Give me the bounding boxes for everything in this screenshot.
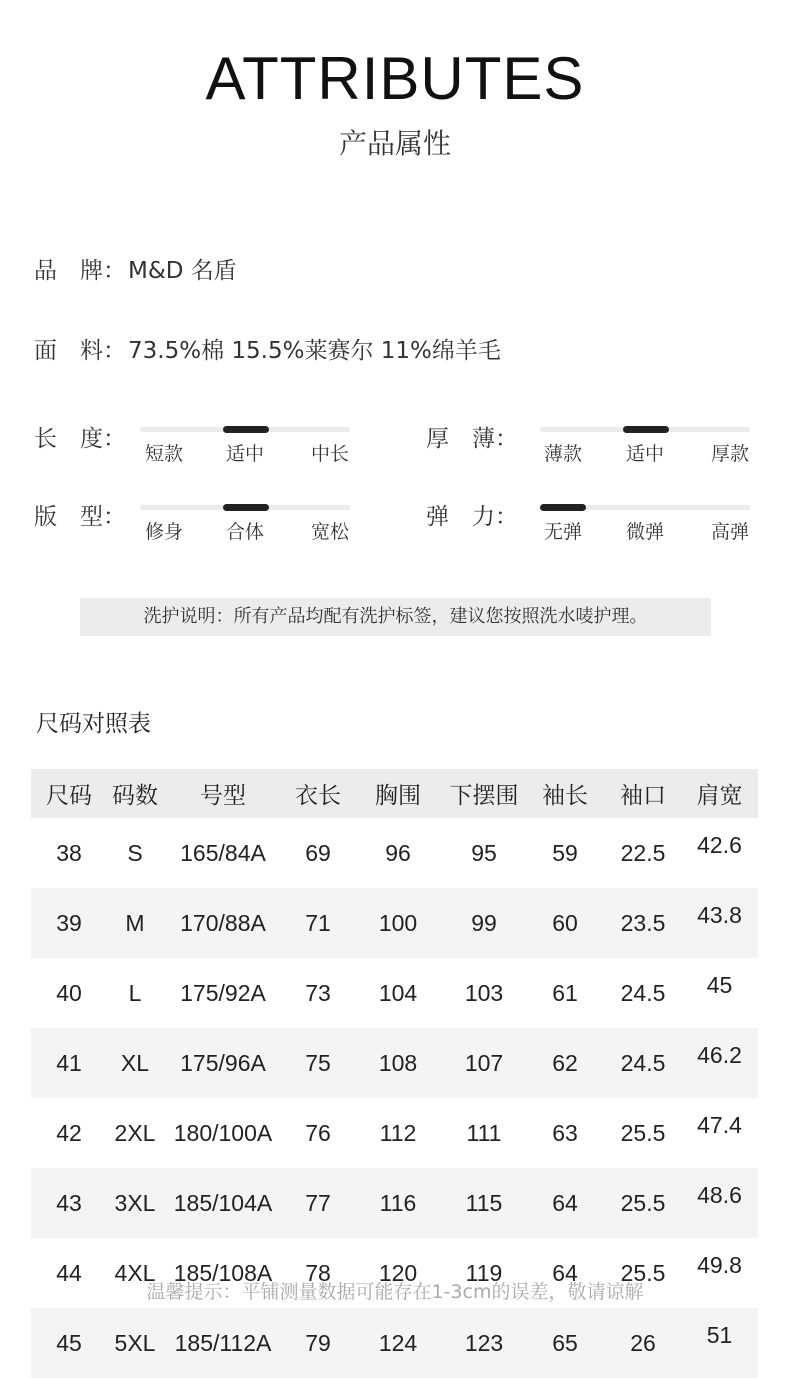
scale-elasticity-indicator — [540, 504, 586, 511]
table-cell: 40 — [56, 979, 82, 1006]
table-cell: 165/84A — [180, 839, 266, 866]
table-cell: 25.5 — [605, 1168, 681, 1238]
page-subtitle: 产品属性 — [338, 127, 451, 160]
scale-thickness-option: 薄款 — [543, 443, 583, 465]
table-cell: 75 — [283, 1028, 353, 1098]
scale-elasticity-option: 微弹 — [625, 521, 665, 543]
table-cell: 45 — [31, 1308, 107, 1378]
table-cell: 103 — [464, 979, 504, 1006]
table-cell: 96 — [385, 839, 411, 866]
scale-length-option: 短款 — [144, 443, 184, 465]
table-cell: 45 — [706, 972, 733, 998]
fabric-row — [34, 336, 501, 366]
table-cell: 175/92A — [180, 979, 266, 1006]
scale-thickness-track — [540, 427, 750, 432]
table-cell: 42.6 — [697, 832, 742, 858]
table-row — [31, 1028, 758, 1098]
scale-length-indicator — [223, 426, 269, 433]
fabric-label: 面 料： — [34, 338, 126, 364]
scale-fit-option: 合体 — [225, 521, 265, 543]
table-cell: 41 — [31, 1028, 107, 1098]
table-cell: 95 — [471, 839, 497, 866]
table-cell: 43.8 — [681, 888, 758, 958]
scale-thickness-option: 适中 — [625, 443, 665, 465]
fabric-value: 73.5%棉 15.5%莱赛尔 11%绵羊毛 — [128, 338, 501, 364]
table-cell: 24.5 — [605, 1028, 681, 1098]
scale-elasticity-track — [540, 505, 750, 510]
column-header: 衣长 — [283, 769, 353, 818]
scale-fit-indicator — [223, 504, 269, 511]
scale-elasticity-label: 弹 力： — [426, 504, 518, 530]
table-cell: 4XL — [114, 1259, 156, 1286]
column-header: 胸围 — [353, 769, 443, 818]
table-cell: 78 — [305, 1259, 331, 1286]
table-row — [31, 888, 758, 958]
table-cell: 61 — [552, 979, 578, 1006]
table-cell: 104 — [378, 979, 418, 1006]
table-row — [31, 1168, 758, 1238]
brand-value: M&D 名盾 — [128, 258, 237, 284]
table-cell: 112 — [379, 1119, 417, 1146]
care-instructions: 洗护说明：所有产品均配有洗护标签，建议您按照洗水唛护理。 — [80, 598, 711, 636]
table-cell: 48.6 — [681, 1168, 758, 1238]
table-cell: 175/96A — [163, 1028, 283, 1098]
table-cell: 26 — [605, 1308, 681, 1378]
scale-fit-option: 宽松 — [310, 521, 350, 543]
table-cell: M — [107, 888, 163, 958]
table-cell: 24.5 — [620, 979, 666, 1006]
table-cell: 44 — [56, 1259, 82, 1286]
scale-elasticity — [426, 502, 756, 552]
table-cell: XL — [107, 1028, 163, 1098]
table-cell: 100 — [353, 888, 443, 958]
table-cell: 79 — [283, 1308, 353, 1378]
table-cell: 23.5 — [605, 888, 681, 958]
table-cell: 64 — [552, 1259, 578, 1286]
table-cell: 62 — [525, 1028, 605, 1098]
table-row — [31, 1098, 758, 1168]
table-cell: 116 — [353, 1168, 443, 1238]
scale-length — [34, 424, 364, 474]
table-cell: 59 — [552, 839, 578, 866]
table-cell: 99 — [443, 888, 525, 958]
scale-thickness-indicator — [623, 426, 669, 433]
column-header: 肩宽 — [681, 769, 758, 818]
page-title: ATTRIBUTES — [205, 45, 585, 112]
table-cell: 65 — [525, 1308, 605, 1378]
column-header: 号型 — [163, 769, 283, 818]
table-cell: 124 — [353, 1308, 443, 1378]
table-cell: 69 — [305, 839, 331, 866]
column-header: 尺码 — [31, 769, 107, 818]
table-row — [31, 818, 758, 888]
table-cell: 25.5 — [620, 1119, 666, 1146]
table-cell: 71 — [283, 888, 353, 958]
scale-fit-option: 修身 — [144, 521, 184, 543]
table-cell: 43 — [31, 1168, 107, 1238]
scale-thickness — [426, 424, 756, 474]
table-cell: 46.2 — [681, 1028, 758, 1098]
table-cell: 185/104A — [163, 1168, 283, 1238]
table-cell: 64 — [525, 1168, 605, 1238]
table-row — [31, 958, 758, 1028]
table-row — [31, 1308, 758, 1378]
table-cell: 38 — [56, 839, 82, 866]
table-cell: 120 — [378, 1259, 418, 1286]
table-cell: 63 — [552, 1119, 578, 1146]
table-cell: 42 — [56, 1119, 82, 1146]
table-cell: 51 — [681, 1308, 758, 1378]
table-cell: 47.4 — [697, 1112, 742, 1138]
table-cell: 22.5 — [620, 839, 666, 866]
table-cell: 170/88A — [163, 888, 283, 958]
table-cell: 185/112A — [163, 1308, 283, 1378]
table-cell: 2XL — [114, 1119, 156, 1146]
table-cell: 111 — [466, 1119, 502, 1146]
size-chart-heading: 尺码对照表 — [36, 711, 151, 737]
table-cell: 60 — [525, 888, 605, 958]
table-cell: 180/100A — [173, 1119, 273, 1146]
table-cell: 3XL — [107, 1168, 163, 1238]
column-header: 袖口 — [605, 769, 681, 818]
table-cell: 123 — [443, 1308, 525, 1378]
column-header: 码数 — [107, 769, 163, 818]
table-cell: 77 — [283, 1168, 353, 1238]
table-cell: 76 — [305, 1119, 331, 1146]
table-cell: 108 — [353, 1028, 443, 1098]
column-header: 袖长 — [525, 769, 605, 818]
table-cell: 5XL — [107, 1308, 163, 1378]
brand-row — [34, 256, 237, 286]
scale-thickness-label: 厚 薄： — [426, 426, 518, 452]
table-cell: 115 — [443, 1168, 525, 1238]
scale-length-track — [140, 427, 350, 432]
column-header: 下摆围 — [443, 769, 525, 818]
scale-thickness-option: 厚款 — [710, 443, 750, 465]
table-cell: 25.5 — [620, 1259, 666, 1286]
scale-fit — [34, 502, 364, 552]
table-cell: 107 — [443, 1028, 525, 1098]
scale-fit-track — [140, 505, 350, 510]
table-cell: L — [128, 979, 142, 1006]
table-cell: 73 — [305, 979, 331, 1006]
scale-length-option: 适中 — [225, 443, 265, 465]
scale-length-option: 中长 — [310, 443, 350, 465]
scale-elasticity-option: 无弹 — [543, 521, 583, 543]
scale-fit-label: 版 型： — [34, 504, 126, 530]
size-chart-header-row — [31, 769, 758, 818]
brand-label: 品 牌： — [34, 258, 126, 284]
table-cell: 49.8 — [697, 1252, 742, 1278]
table-cell: 39 — [31, 888, 107, 958]
table-cell: 119 — [465, 1259, 503, 1286]
measurement-disclaimer: 温馨提示：平铺测量数据可能存在1-3cm的误差，敬请谅解 — [146, 1281, 644, 1303]
scale-length-label: 长 度： — [34, 426, 126, 452]
table-cell: 185/108A — [173, 1259, 273, 1286]
table-cell: S — [127, 839, 143, 866]
scale-elasticity-option: 高弹 — [710, 521, 750, 543]
